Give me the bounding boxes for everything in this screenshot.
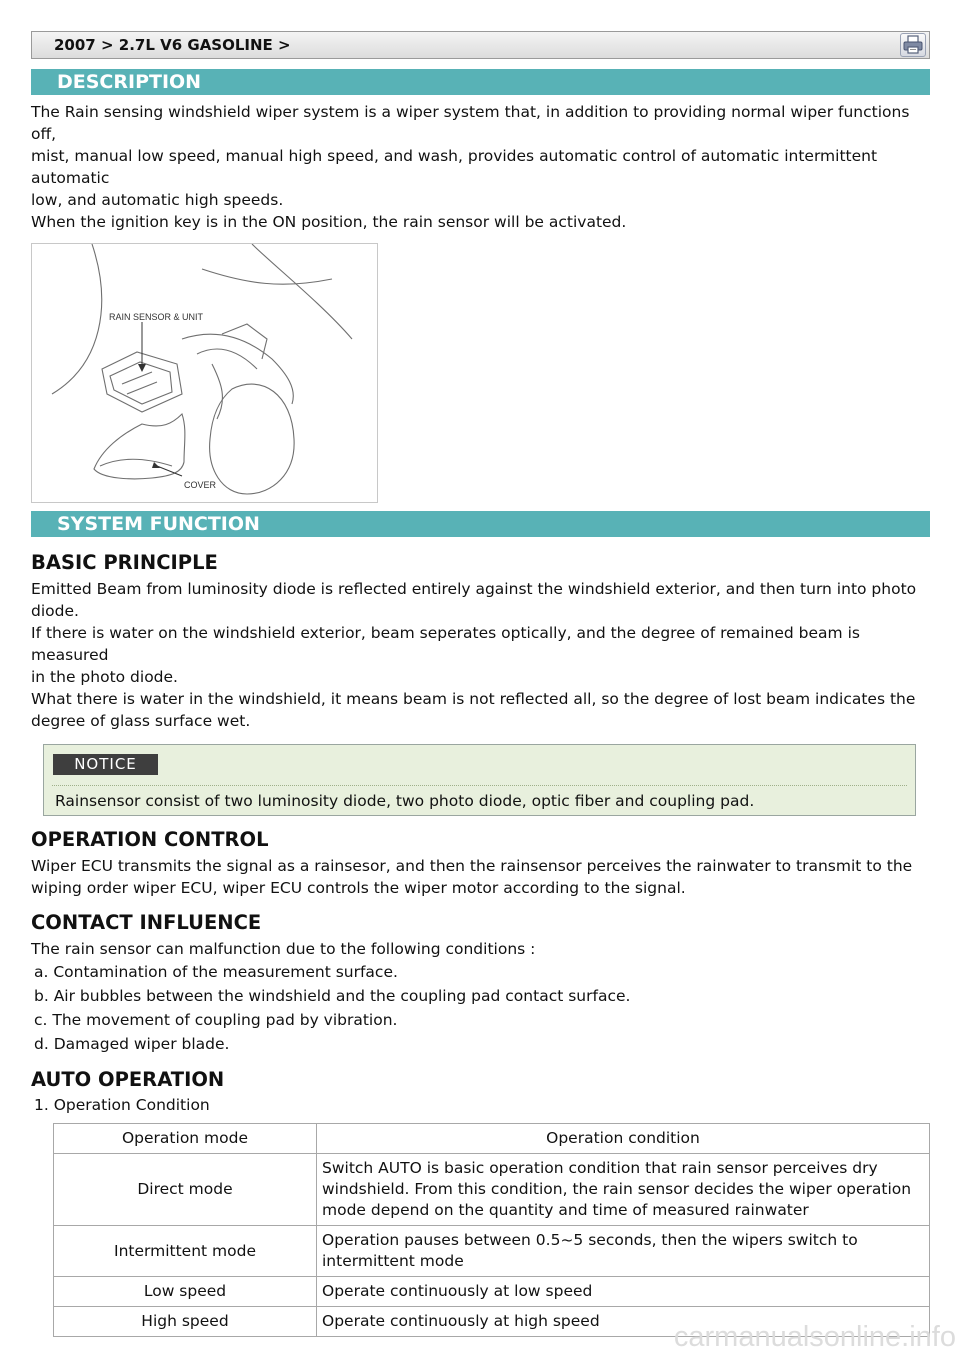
table-cell: High speed [54,1307,317,1337]
list-item: b. Air bubbles between the windshield and the coupling pad contact surface. [34,987,631,1005]
notice-divider [52,785,907,786]
principle-line-1: Emitted Beam from luminosity diode is reflected entirely against the windshield exterior, and then turn into photo diode. [31,580,917,620]
table-row [54,1154,930,1226]
table-cell: Switch AUTO is basic operation condition that rain sensor perceives dry windshield. From this condition, the rain sensor decides the wiper operation mode depend on the quantity and time of measured rainwater [317,1154,930,1226]
label-cover: COVER [184,480,217,490]
heading-operation-control: OPERATION CONTROL [31,828,269,851]
table-cell: Direct mode [54,1154,317,1226]
label-rain-sensor: RAIN SENSOR & UNIT [109,312,204,322]
table-header-row [54,1124,930,1154]
notice-box [43,744,916,816]
principle-line-4: What there is water in the windshield, it means beam is not reflected all, so the degree of lost beam indicates the [31,690,916,708]
table-header: Operation mode [54,1124,317,1154]
list-item: c. The movement of coupling pad by vibration. [34,1011,398,1029]
operation-control-line-1: Wiper ECU transmits the signal as a rainsesor, and then the rainsensor perceives the rainwater to transmit to the [31,857,913,875]
list-item: d. Damaged wiper blade. [34,1035,230,1053]
operation-control-line-2: wiping order wiper ECU, wiper ECU controls the wiper motor according to the signal. [31,879,686,897]
section-bar-system-function: SYSTEM FUNCTION [31,511,930,537]
watermark: carmanualsonline.info [673,1321,956,1353]
section-bar-description: DESCRIPTION [31,69,930,95]
rain-sensor-diagram [32,244,377,502]
notice-text: Rainsensor consist of two luminosity diode, two photo diode, optic fiber and coupling pad. [55,792,755,810]
table-header: Operation condition [317,1124,930,1154]
print-button[interactable] [900,33,926,57]
principle-line-3: in the photo diode. [31,668,178,686]
printer-icon [901,34,925,56]
principle-line-5: degree of glass surface wet. [31,712,251,730]
contact-influence-intro: The rain sensor can malfunction due to the following conditions : [31,940,536,958]
table-cell: Low speed [54,1277,317,1307]
page-content [31,31,930,1337]
heading-contact-influence: CONTACT INFLUENCE [31,911,262,934]
table-row [54,1277,930,1307]
description-line-3: low, and automatic high speeds. [31,191,284,209]
table-cell: Intermittent mode [54,1226,317,1277]
principle-line-2: If there is water on the windshield exterior, beam seperates optically, and the degree of remained beam is measured [31,624,860,664]
table-cell: Operate continuously at low speed [317,1277,930,1307]
heading-basic-principle: BASIC PRINCIPLE [31,551,218,574]
description-line-2: mist, manual low speed, manual high speed, and wash, provides automatic control of automatic intermittent automatic [31,147,878,187]
contact-influence-list [31,960,930,1056]
breadcrumb [31,31,930,59]
table-row [54,1226,930,1277]
table-cell: Operate continuously at high speed [317,1307,930,1337]
description-line-4: When the ignition key is in the ON position, the rain sensor will be activated. [31,213,627,231]
rain-sensor-figure [31,243,378,503]
breadcrumb-text[interactable]: 2007 > 2.7L V6 GASOLINE > [54,36,291,54]
list-item: a. Contamination of the measurement surface. [34,963,398,981]
table-cell: Operation pauses between 0.5~5 seconds, then the wipers switch to intermittent mode [317,1226,930,1277]
operation-table [53,1123,930,1337]
description-line-1: The Rain sensing windshield wiper system is a wiper system that, in addition to providing normal wiper functions off, [31,103,910,143]
notice-tag: NOTICE [53,754,158,775]
heading-auto-operation: AUTO OPERATION [31,1068,225,1091]
operation-condition-item: 1. Operation Condition [34,1096,210,1114]
